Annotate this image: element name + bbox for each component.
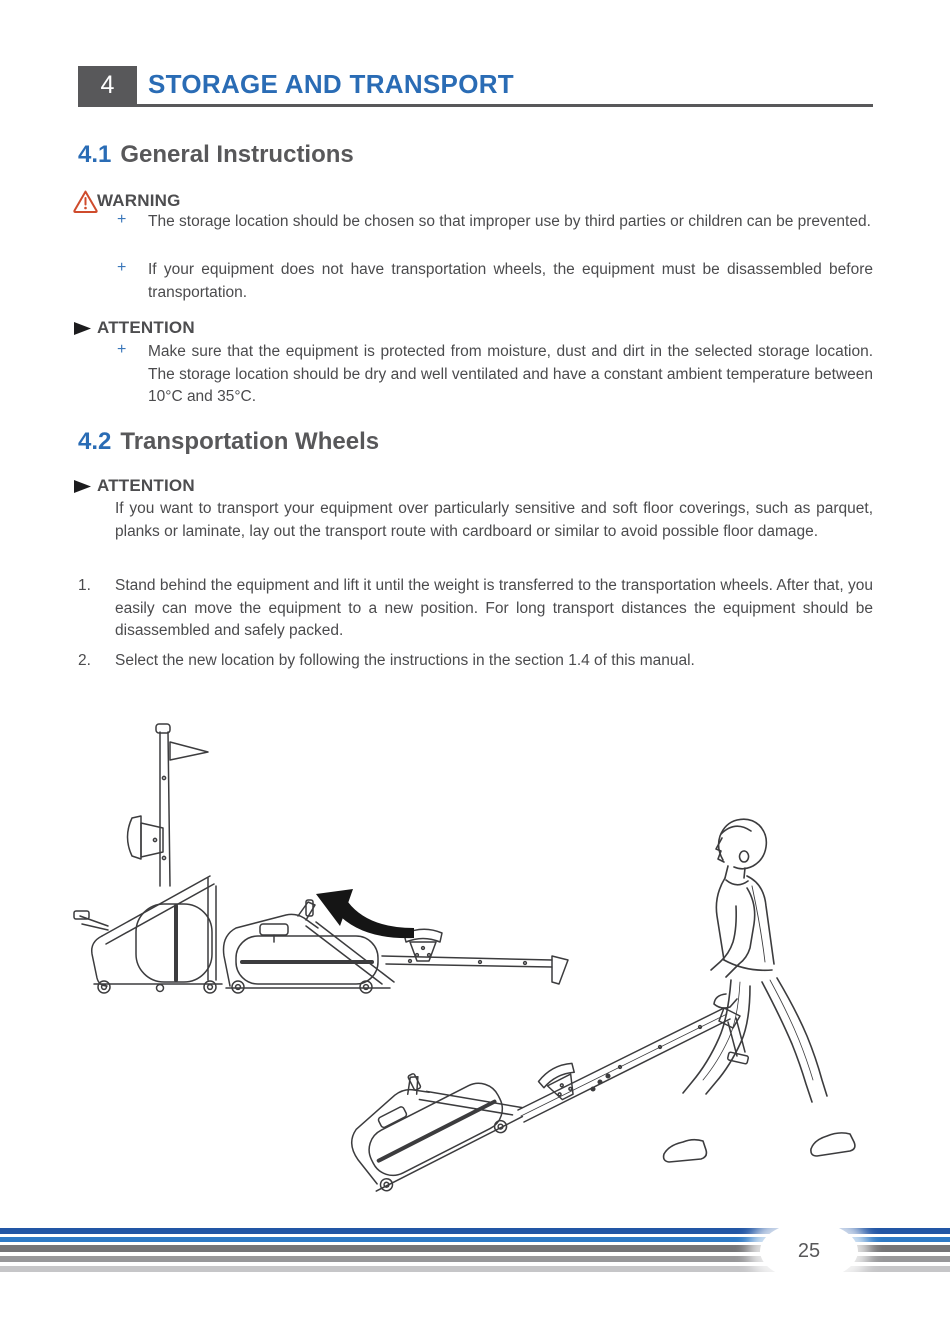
bullet-text: If your equipment does not have transportation wheels, the equipment must be disassembled before transportation. <box>148 261 873 301</box>
warning-bullet-2 <box>115 259 873 304</box>
warning-label: WARNING <box>97 191 181 210</box>
page-number: 25 <box>797 1239 821 1262</box>
section-heading-4-1 <box>78 141 354 169</box>
attention-label-2: ATTENTION <box>97 476 195 495</box>
warning-triangle-icon <box>72 189 99 214</box>
page-number-badge <box>760 1222 858 1280</box>
section-title: Transportation Wheels <box>120 428 380 455</box>
warning-bullet-1 <box>115 211 873 234</box>
person-figure <box>664 819 855 1162</box>
step-number: 2. <box>78 652 91 669</box>
plus-icon: + <box>117 211 127 228</box>
bullet-text: The storage location should be chosen so that improper use by third parties or children can be prevented. <box>148 213 871 230</box>
step-1 <box>78 575 873 643</box>
arrow-right-icon <box>73 321 92 336</box>
step-text: Stand behind the equipment and lift it until the weight is transferred to the transportation wheels. After that, you easily can move the equipment to a new position. For long transport distances the equipment should be disassembled and safely packed. <box>115 577 873 640</box>
rower-upright <box>74 724 222 993</box>
section-heading-4-2 <box>78 428 379 456</box>
attention-paragraph: If you want to transport your equipment over particularly sensitive and soft floor coverings, such as parquet, planks or laminate, lay out the transport route with cardboard or similar to avoid possible floor damage. <box>115 500 873 540</box>
step-text: Select the new location by following the instructions in the section 1.4 of this manual. <box>115 652 695 669</box>
section-number: 4.2 <box>78 428 112 455</box>
plus-icon: + <box>117 341 127 358</box>
rower-folded <box>224 900 569 993</box>
plus-icon: + <box>117 259 127 276</box>
arrow-right-icon <box>73 479 92 494</box>
step-2 <box>78 650 873 673</box>
chapter-number-box <box>78 66 137 104</box>
chapter-number: 4 <box>100 70 115 99</box>
bullet-text: Make sure that the equipment is protected from moisture, dust and dirt in the selected storage location. The storage location should be dry and well ventilated and have a constant ambient temperature between 10°C and 35°C. <box>148 343 873 406</box>
section-title: General Instructions <box>120 141 354 168</box>
fold-arrow <box>316 889 414 938</box>
header-rule <box>78 104 873 107</box>
section-number: 4.1 <box>78 141 112 168</box>
attention-label: ATTENTION <box>97 318 195 337</box>
transport-illustration <box>60 690 890 1200</box>
step-number: 1. <box>78 577 91 594</box>
chapter-title: STORAGE AND TRANSPORT <box>148 69 514 99</box>
rower-tilted <box>334 1008 749 1197</box>
attention-bullet-1 <box>115 341 873 409</box>
